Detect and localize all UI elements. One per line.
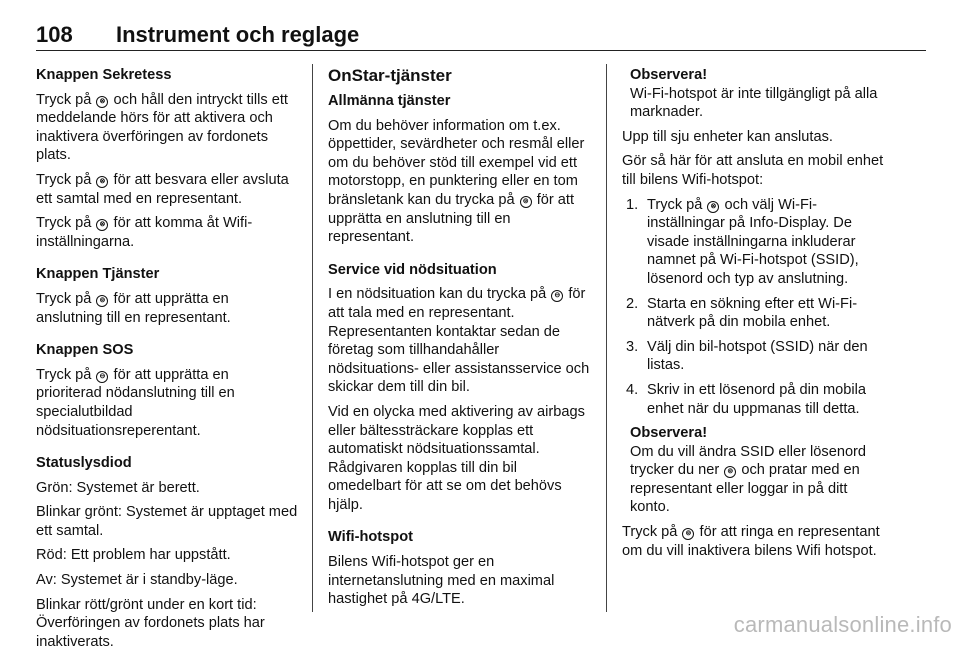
page-number: 108	[36, 22, 73, 47]
sos-heading: Knappen SOS	[36, 342, 134, 359]
step-number: 1.	[626, 196, 639, 213]
status-line-1: Grön: Systemet är berett.	[36, 479, 200, 496]
privacy-button-icon: ⊗	[96, 176, 108, 188]
text: Tryck på	[36, 366, 92, 383]
general-services-paragraph	[328, 117, 592, 247]
privacy-button-icon: ⊗	[96, 96, 108, 108]
note-2	[622, 424, 886, 517]
sos-button-icon: ⊖	[551, 290, 563, 302]
text: för att upprätta en anslutning till en representant.	[36, 290, 231, 326]
services-paragraph	[36, 290, 298, 327]
list-item	[622, 196, 886, 289]
text: Starta en sökning efter ett Wi-Fi-nätverk på din mobila enhet.	[647, 295, 858, 331]
text: Om du vill ändra SSID eller lösenord trycker du ner	[630, 443, 867, 479]
privacy-button-icon: ⊗	[96, 219, 108, 231]
note-text	[630, 443, 886, 517]
sos-button-icon: ⊖	[96, 371, 108, 383]
emergency-paragraph-2: Vid en olycka med aktivering av airbags eller bältessträckare kopplas ett automatiskt nödsituationssamtal. Rådgivaren kopplas till din bil omedelbart för att se om det behövs hjälp.	[328, 403, 585, 513]
paragraph-devices: Upp till sju enheter kan anslutas.	[622, 128, 833, 145]
page-header	[36, 22, 926, 50]
text: Tryck på	[36, 215, 92, 232]
text: Om du behöver information om t.ex. öppettider, sevärdheter och resmål eller om du behöver stöd till exempel vid ett motorstopp, en punktering eller en tom bränsletank kan du trycka på	[328, 117, 585, 208]
text: Tryck på	[622, 524, 678, 541]
privacy-paragraph-3	[36, 214, 298, 251]
text: och välj Wi-Fi-inställningar på Info-Display. De visade inställningarna inkluderar namnet på Wi-Fi-hotspot (SSID), lösenord och typ av anslutning.	[647, 196, 859, 287]
list-item	[622, 381, 886, 418]
text: för att upprätta en prioriterad nödanslutning till en specialutbildad nödsituationsreperentant.	[36, 366, 235, 439]
text: Tryck på	[36, 290, 92, 307]
services-heading: Knappen Tjänster	[36, 266, 160, 283]
text: för att komma åt Wifi-inställningarna.	[36, 215, 253, 250]
watermark: carmanualsonline.info	[733, 612, 952, 637]
wifi-heading: Wifi-hotspot	[328, 529, 413, 546]
services-button-icon: ⊚	[96, 295, 108, 307]
text: Tryck på	[647, 196, 703, 213]
sos-paragraph	[36, 366, 298, 440]
note-heading: Observera!	[630, 425, 708, 442]
column-1	[36, 66, 298, 657]
column-2	[328, 66, 592, 615]
status-led-heading: Statuslysdiod	[36, 455, 132, 472]
status-line-2: Blinkar grönt: Systemet är upptaget med ett samtal.	[36, 504, 298, 539]
services-button-icon: ⊚	[724, 466, 736, 478]
text: Tryck på	[36, 171, 92, 188]
text: för att besvara eller avsluta ett samtal med en representant.	[36, 171, 289, 207]
step-number: 4.	[626, 381, 639, 398]
privacy-paragraph-2	[36, 171, 298, 208]
steps-list	[622, 196, 886, 419]
section-title: OnStar-tjänster	[328, 66, 452, 85]
status-line-3: Röd: Ett problem har uppstått.	[36, 547, 231, 564]
privacy-heading: Knappen Sekretess	[36, 67, 172, 83]
emergency-paragraph-1	[328, 285, 592, 397]
text: I en nödsituation kan du trycka på	[328, 286, 547, 303]
column-divider-1	[312, 64, 313, 612]
step-number: 2.	[626, 295, 639, 312]
note-text: Wi-Fi-hotspot är inte tillgängligt på alla marknader.	[630, 85, 878, 121]
text: och pratar med en representant eller loggar in på ditt konto.	[630, 462, 860, 516]
header-divider	[36, 50, 926, 51]
emergency-heading: Service vid nödsituation	[328, 261, 497, 278]
text: för att upprätta en anslutning till en representant.	[328, 191, 575, 246]
services-button-icon: ⊚	[682, 528, 694, 540]
privacy-button-icon: ⊗	[707, 201, 719, 213]
text: Välj din bil-hotspot (SSID) när den listas.	[647, 338, 868, 374]
text: Skriv in ett lösenord på din mobila enhet när du uppmanas till detta.	[647, 381, 867, 417]
column-3	[622, 66, 886, 566]
step-number: 3.	[626, 338, 639, 355]
paragraph-disable-hotspot	[622, 523, 886, 560]
paragraph-connect-intro: Gör så här för att ansluta en mobil enhet till bilens Wifi-hotspot:	[622, 153, 884, 188]
status-line-5: Blinkar rött/grönt under en kort tid: Överföringen av fordonets plats har inaktiverats.	[36, 596, 265, 650]
wifi-paragraph: Bilens Wifi-hotspot ger en internetanslutning med en maximal hastighet på 4G/LTE.	[328, 554, 555, 608]
text: Tryck på	[36, 91, 92, 108]
chapter-title: Instrument och reglage	[116, 22, 360, 47]
list-item	[622, 295, 886, 332]
privacy-paragraph-1	[36, 91, 298, 165]
note-heading: Observera!	[630, 67, 708, 83]
general-services-heading: Allmänna tjänster	[328, 93, 451, 109]
column-divider-2	[606, 64, 607, 612]
list-item	[622, 338, 886, 375]
services-button-icon: ⊚	[520, 196, 532, 208]
text: och håll den intryckt tills ett meddelande hörs för att aktivera och inaktivera överföringen av fordonets plats.	[36, 91, 288, 164]
text: för att ringa en representant om du vill inaktivera bilens Wifi hotspot.	[622, 524, 880, 559]
status-line-4: Av: Systemet är i standby-läge.	[36, 572, 238, 589]
note-1	[622, 66, 886, 122]
text: för att tala med en representant. Representanten kontaktar sedan de företag som tillhandahåller nödsituations- eller assistansservice och skickar dem till din bil.	[328, 286, 590, 396]
